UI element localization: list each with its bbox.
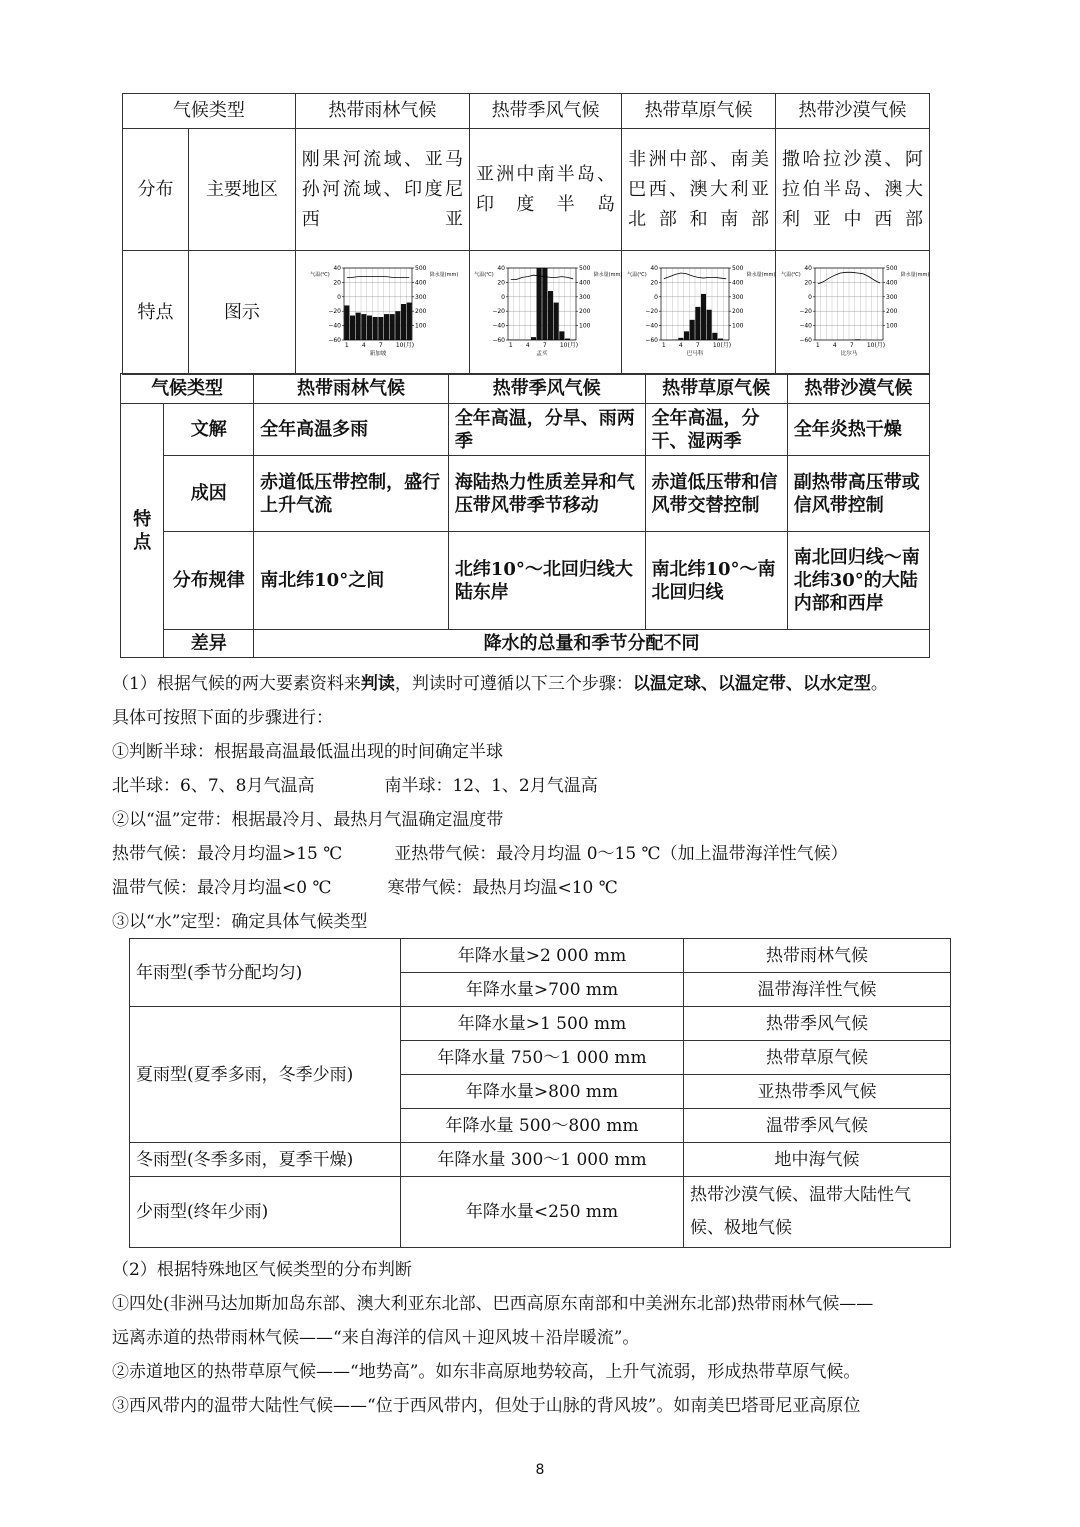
cell-difference: 降水的总量和季节分配不同 bbox=[254, 630, 930, 658]
chart-cell-rainforest bbox=[295, 251, 469, 375]
precip-tick-label: 300 bbox=[731, 293, 744, 301]
temp-tick-label: −40 bbox=[644, 322, 658, 330]
cell-dist-savanna: 南北纬10°～南北回归线 bbox=[645, 532, 787, 630]
header-savanna: 热带草原气候 bbox=[622, 94, 776, 129]
annual-precip-cell: 年降水量>700 mm bbox=[401, 973, 684, 1007]
month-tick-label: 1 bbox=[815, 341, 820, 349]
precip-tick-label: 200 bbox=[885, 307, 897, 315]
temp-tick-label: 40 bbox=[649, 264, 658, 272]
climate-type-cell: 亚热带季风气候 bbox=[684, 1075, 951, 1109]
text-south-hemisphere: 南半球：12、1、2月气温高 bbox=[384, 776, 598, 796]
temp-tick-label: 0 bbox=[337, 293, 342, 301]
precip-bar bbox=[407, 302, 412, 339]
annual-precip-cell: 年降水量>800 mm bbox=[401, 1075, 684, 1109]
climate-type-cell: 热带沙漠气候、温带大陆性气候、极地气候 bbox=[684, 1177, 951, 1248]
annual-precip-cell: 年降水量 750～1 000 mm bbox=[401, 1041, 684, 1075]
temp-tick-label: −20 bbox=[491, 307, 505, 315]
distribution-label: 分布 bbox=[123, 129, 189, 251]
text-p1d: 以温定球、以温定带、以水定型 bbox=[632, 674, 871, 694]
precip-axis-title: 降水量(mm) bbox=[430, 271, 459, 278]
header-rainforest: 热带雨林气候 bbox=[295, 94, 469, 129]
precip-bar bbox=[695, 306, 700, 339]
precip-bar bbox=[345, 305, 350, 340]
header-monsoon: 热带季风气候 bbox=[448, 374, 645, 404]
cell-meaning-savanna: 全年高温，分干、湿两季 bbox=[645, 404, 787, 456]
station-name: 新加坡 bbox=[370, 350, 387, 357]
temp-tick-label: −20 bbox=[798, 307, 812, 315]
precip-bar bbox=[706, 309, 711, 339]
paragraph-temperate-frigid bbox=[112, 877, 618, 899]
temp-tick-label: −60 bbox=[491, 336, 505, 344]
paragraph-special-regions: （2）根据特殊地区气候类型的分布判断 bbox=[112, 1260, 412, 1280]
diagram-label: 图示 bbox=[189, 251, 296, 375]
month-tick-label: 4 bbox=[832, 341, 837, 349]
header-rainforest: 热带雨林气候 bbox=[254, 374, 449, 404]
precip-tick-label: 500 bbox=[415, 264, 427, 272]
precip-bar bbox=[356, 312, 361, 339]
text-tropical: 热带气候：最冷月均温>15 ℃ bbox=[112, 844, 343, 864]
month-tick-label: 1 bbox=[345, 341, 350, 349]
precip-bar bbox=[531, 337, 536, 340]
precip-axis-title: 降水量(mm) bbox=[593, 271, 622, 278]
cell-meaning-monsoon: 全年高温，分旱、雨两季 bbox=[448, 404, 645, 456]
precip-bar bbox=[542, 268, 547, 340]
text-frigid: 寒带气候：最热月均温<10 ℃ bbox=[387, 878, 618, 898]
temp-tick-label: 20 bbox=[333, 278, 342, 286]
text-p1e: 。 bbox=[870, 674, 888, 694]
temp-tick-label: 40 bbox=[803, 264, 812, 272]
annual-precip-cell: 年降水量>1 500 mm bbox=[401, 1007, 684, 1041]
precip-tick-label: 200 bbox=[731, 307, 744, 315]
temp-tick-label: −60 bbox=[798, 336, 812, 344]
cell-meaning-desert: 全年炎热干燥 bbox=[787, 404, 929, 456]
precip-bar bbox=[362, 314, 367, 340]
header-climate-type: 气候类型 bbox=[121, 374, 254, 404]
station-name: 比尔马 bbox=[840, 350, 857, 357]
text-temperate: 温带气候：最冷月均温<0 ℃ bbox=[112, 878, 332, 898]
month-tick-label: 7 bbox=[379, 341, 384, 349]
precip-axis-title: 降水量(mm) bbox=[900, 271, 929, 278]
precip-tick-label: 200 bbox=[578, 307, 591, 315]
month-tick-label: 10(月) bbox=[712, 341, 731, 349]
precip-tick-label: 300 bbox=[578, 293, 591, 301]
precip-bar bbox=[689, 319, 694, 339]
text-p1a: （1）根据气候的两大要素资料来 bbox=[112, 674, 361, 694]
precip-bar bbox=[684, 331, 689, 340]
climate-type-cell: 地中海气候 bbox=[684, 1143, 951, 1177]
precip-bar bbox=[396, 311, 401, 340]
paragraph-special-2: ②赤道地区的热带草原气候——“地势高”。如东非高原地势较高，上升气流弱，形成热带草原气候。 bbox=[112, 1362, 861, 1382]
text-subtropical: 亚热带气候：最冷月均温 0～15 ℃（加上温带海洋性气候） bbox=[394, 844, 848, 864]
climate-type-cell: 温带海洋性气候 bbox=[684, 973, 951, 1007]
precip-tick-label: 500 bbox=[578, 264, 591, 272]
precip-tick-label: 100 bbox=[731, 322, 744, 330]
temp-tick-label: −40 bbox=[328, 322, 342, 330]
text-north-hemisphere: 北半球：6、7、8月气温高 bbox=[112, 776, 315, 796]
precipitation-type-table bbox=[129, 938, 951, 1248]
month-tick-label: 4 bbox=[678, 341, 683, 349]
text-p1c: ，判读时可遵循以下三个步骤： bbox=[394, 674, 633, 694]
temp-tick-label: 0 bbox=[500, 293, 505, 301]
temp-tick-label: 40 bbox=[496, 264, 505, 272]
precip-tick-label: 300 bbox=[885, 293, 897, 301]
precip-bar bbox=[401, 304, 406, 340]
temp-tick-label: 20 bbox=[496, 278, 505, 286]
paragraph-tropical-subtropical bbox=[112, 843, 848, 865]
annual-precip-cell: 年降水量>2 000 mm bbox=[401, 939, 684, 973]
precip-tick-label: 400 bbox=[885, 278, 897, 286]
climate-chart-bamako bbox=[626, 258, 775, 358]
cell-meaning-rainforest: 全年高温多雨 bbox=[254, 404, 449, 456]
cell-cause-desert: 副热带高压带或信风带控制 bbox=[787, 456, 929, 532]
paragraph-special-3: ③西风带内的温带大陆性气候——“位于西风带内，但处于山脉的背风坡”。如南美巴塔哥尼亚高原位 bbox=[112, 1396, 861, 1416]
header-savanna: 热带草原气候 bbox=[645, 374, 787, 404]
page-number: 8 bbox=[535, 1462, 545, 1478]
cell-cause-savanna: 赤道低压带和信风带交替控制 bbox=[645, 456, 787, 532]
temp-axis-title: 气温(℃) bbox=[473, 271, 494, 278]
paragraph-hemisphere bbox=[112, 775, 598, 797]
month-tick-label: 7 bbox=[849, 341, 854, 349]
station-name: 巴马科 bbox=[686, 350, 703, 357]
precip-bar bbox=[379, 316, 384, 339]
header-desert: 热带沙漠气候 bbox=[776, 94, 930, 129]
station-name: 孟买 bbox=[536, 350, 548, 357]
chart-cell-savanna bbox=[622, 251, 776, 375]
header-monsoon: 热带季风气候 bbox=[470, 94, 622, 129]
row-label-difference: 差异 bbox=[164, 630, 254, 658]
temp-tick-label: −40 bbox=[491, 322, 505, 330]
temp-axis-title: 气温(℃) bbox=[626, 271, 647, 278]
paragraph-special-1-cont: 远离赤道的热带雨林气候——“来自海洋的信风＋迎风坡＋沿岸暖流”。 bbox=[112, 1328, 640, 1348]
temp-tick-label: −40 bbox=[798, 322, 812, 330]
precip-type-label: 夏雨型(夏季多雨，冬季少雨) bbox=[130, 1007, 401, 1143]
precip-tick-label: 200 bbox=[415, 307, 427, 315]
region-savanna: 非洲中部、南美巴西、澳大利亚北部和南部 bbox=[622, 129, 776, 251]
climate-features-table bbox=[120, 373, 930, 658]
annual-precip-cell: 年降水量<250 mm bbox=[401, 1177, 684, 1248]
month-tick-label: 4 bbox=[525, 341, 530, 349]
month-tick-label: 10(月) bbox=[396, 341, 415, 349]
paragraph-steps: 具体可按照下面的步骤进行： bbox=[112, 708, 333, 728]
precip-bar bbox=[390, 314, 395, 340]
temp-tick-label: −60 bbox=[328, 336, 342, 344]
month-tick-label: 7 bbox=[695, 341, 700, 349]
climate-chart-singapore bbox=[310, 258, 459, 358]
feature-label: 特点 bbox=[123, 251, 189, 375]
month-tick-label: 7 bbox=[542, 341, 547, 349]
paragraph-method-intro bbox=[112, 673, 888, 695]
annual-precip-cell: 年降水量 300～1 000 mm bbox=[401, 1143, 684, 1177]
month-tick-label: 4 bbox=[362, 341, 367, 349]
region-monsoon: 亚洲中南半岛、印度半岛 bbox=[470, 129, 622, 251]
row-label-meaning: 文解 bbox=[164, 404, 254, 456]
precip-bar bbox=[350, 315, 355, 339]
precip-tick-label: 400 bbox=[731, 278, 744, 286]
precip-bar bbox=[553, 302, 558, 339]
paragraph-step1: ①判断半球：根据最高温最低温出现的时间确定半球 bbox=[112, 742, 503, 762]
climate-distribution-table bbox=[122, 93, 930, 375]
paragraph-special-1: ①四处(非洲马达加斯加岛东部、澳大利亚东北部、巴西高原东南部和中美洲东北部)热带雨林气候—— bbox=[112, 1294, 874, 1314]
paragraph-step2: ②以“温”定带：根据最冷月、最热月气温确定温度带 bbox=[112, 810, 504, 830]
feature-label: 特点 bbox=[121, 404, 164, 658]
chart-cell-desert bbox=[776, 251, 930, 375]
climate-type-cell: 热带草原气候 bbox=[684, 1041, 951, 1075]
cell-cause-rainforest: 赤道低压带控制，盛行上升气流 bbox=[254, 456, 449, 532]
precip-tick-label: 400 bbox=[578, 278, 591, 286]
precip-tick-label: 100 bbox=[578, 322, 591, 330]
precip-axis-title: 降水量(mm) bbox=[746, 271, 775, 278]
month-tick-label: 10(月) bbox=[559, 341, 578, 349]
region-rainforest: 刚果河流域、亚马孙河流域、印度尼西亚 bbox=[295, 129, 469, 251]
region-desert: 撒哈拉沙漠、阿拉伯半岛、澳大利亚中西部 bbox=[776, 129, 930, 251]
temp-tick-label: −20 bbox=[644, 307, 658, 315]
precip-tick-label: 500 bbox=[731, 264, 744, 272]
temp-tick-label: 0 bbox=[653, 293, 658, 301]
precip-bar bbox=[367, 315, 372, 339]
text-p1b: 判读 bbox=[360, 674, 395, 694]
row-label-cause: 成因 bbox=[164, 456, 254, 532]
temp-axis-title: 气温(℃) bbox=[780, 271, 801, 278]
climate-chart-bilma bbox=[780, 258, 929, 358]
precip-type-label: 年雨型(季节分配均匀) bbox=[130, 939, 401, 1007]
temp-axis-title: 气温(℃) bbox=[310, 271, 331, 278]
precip-tick-label: 500 bbox=[885, 264, 897, 272]
month-tick-label: 1 bbox=[661, 341, 666, 349]
precip-bar bbox=[559, 331, 564, 340]
cell-dist-rainforest: 南北纬10°之间 bbox=[254, 532, 449, 630]
precip-tick-label: 100 bbox=[885, 322, 897, 330]
temp-tick-label: 40 bbox=[333, 264, 342, 272]
climate-chart-mumbai bbox=[473, 258, 622, 358]
temp-tick-label: −20 bbox=[328, 307, 342, 315]
precip-tick-label: 300 bbox=[415, 293, 427, 301]
precip-bar bbox=[373, 316, 378, 339]
row-label-distribution: 分布规律 bbox=[164, 532, 254, 630]
precip-tick-label: 100 bbox=[415, 322, 427, 330]
climate-type-cell: 热带季风气候 bbox=[684, 1007, 951, 1041]
precip-type-label: 冬雨型(冬季多雨，夏季干燥) bbox=[130, 1143, 401, 1177]
precip-bar bbox=[384, 314, 389, 340]
precip-bar bbox=[712, 332, 717, 339]
precip-bar bbox=[536, 268, 541, 340]
temp-tick-label: −60 bbox=[644, 336, 658, 344]
header-climate-type: 气候类型 bbox=[123, 94, 296, 129]
annual-precip-cell: 年降水量 500～800 mm bbox=[401, 1109, 684, 1143]
paragraph-step3: ③以“水”定型：确定具体气候类型 bbox=[112, 912, 368, 932]
cell-dist-monsoon: 北纬10°～北回归线大陆东岸 bbox=[448, 532, 645, 630]
climate-type-cell: 热带雨林气候 bbox=[684, 939, 951, 973]
cell-cause-monsoon: 海陆热力性质差异和气压带风带季节移动 bbox=[448, 456, 645, 532]
temp-tick-label: 0 bbox=[807, 293, 812, 301]
precip-bar bbox=[548, 291, 553, 340]
main-region-label: 主要地区 bbox=[189, 129, 296, 251]
climate-type-cell: 温带季风气候 bbox=[684, 1109, 951, 1143]
precip-tick-label: 400 bbox=[415, 278, 427, 286]
cell-dist-desert: 南北回归线～南北纬30°的大陆内部和西岸 bbox=[787, 532, 929, 630]
header-desert: 热带沙漠气候 bbox=[787, 374, 929, 404]
chart-cell-monsoon bbox=[470, 251, 622, 375]
month-tick-label: 1 bbox=[508, 341, 513, 349]
month-tick-label: 10(月) bbox=[866, 341, 885, 349]
temp-tick-label: 20 bbox=[803, 278, 812, 286]
precip-type-label: 少雨型(终年少雨) bbox=[130, 1177, 401, 1248]
precip-bar bbox=[701, 293, 706, 339]
temp-tick-label: 20 bbox=[649, 278, 658, 286]
